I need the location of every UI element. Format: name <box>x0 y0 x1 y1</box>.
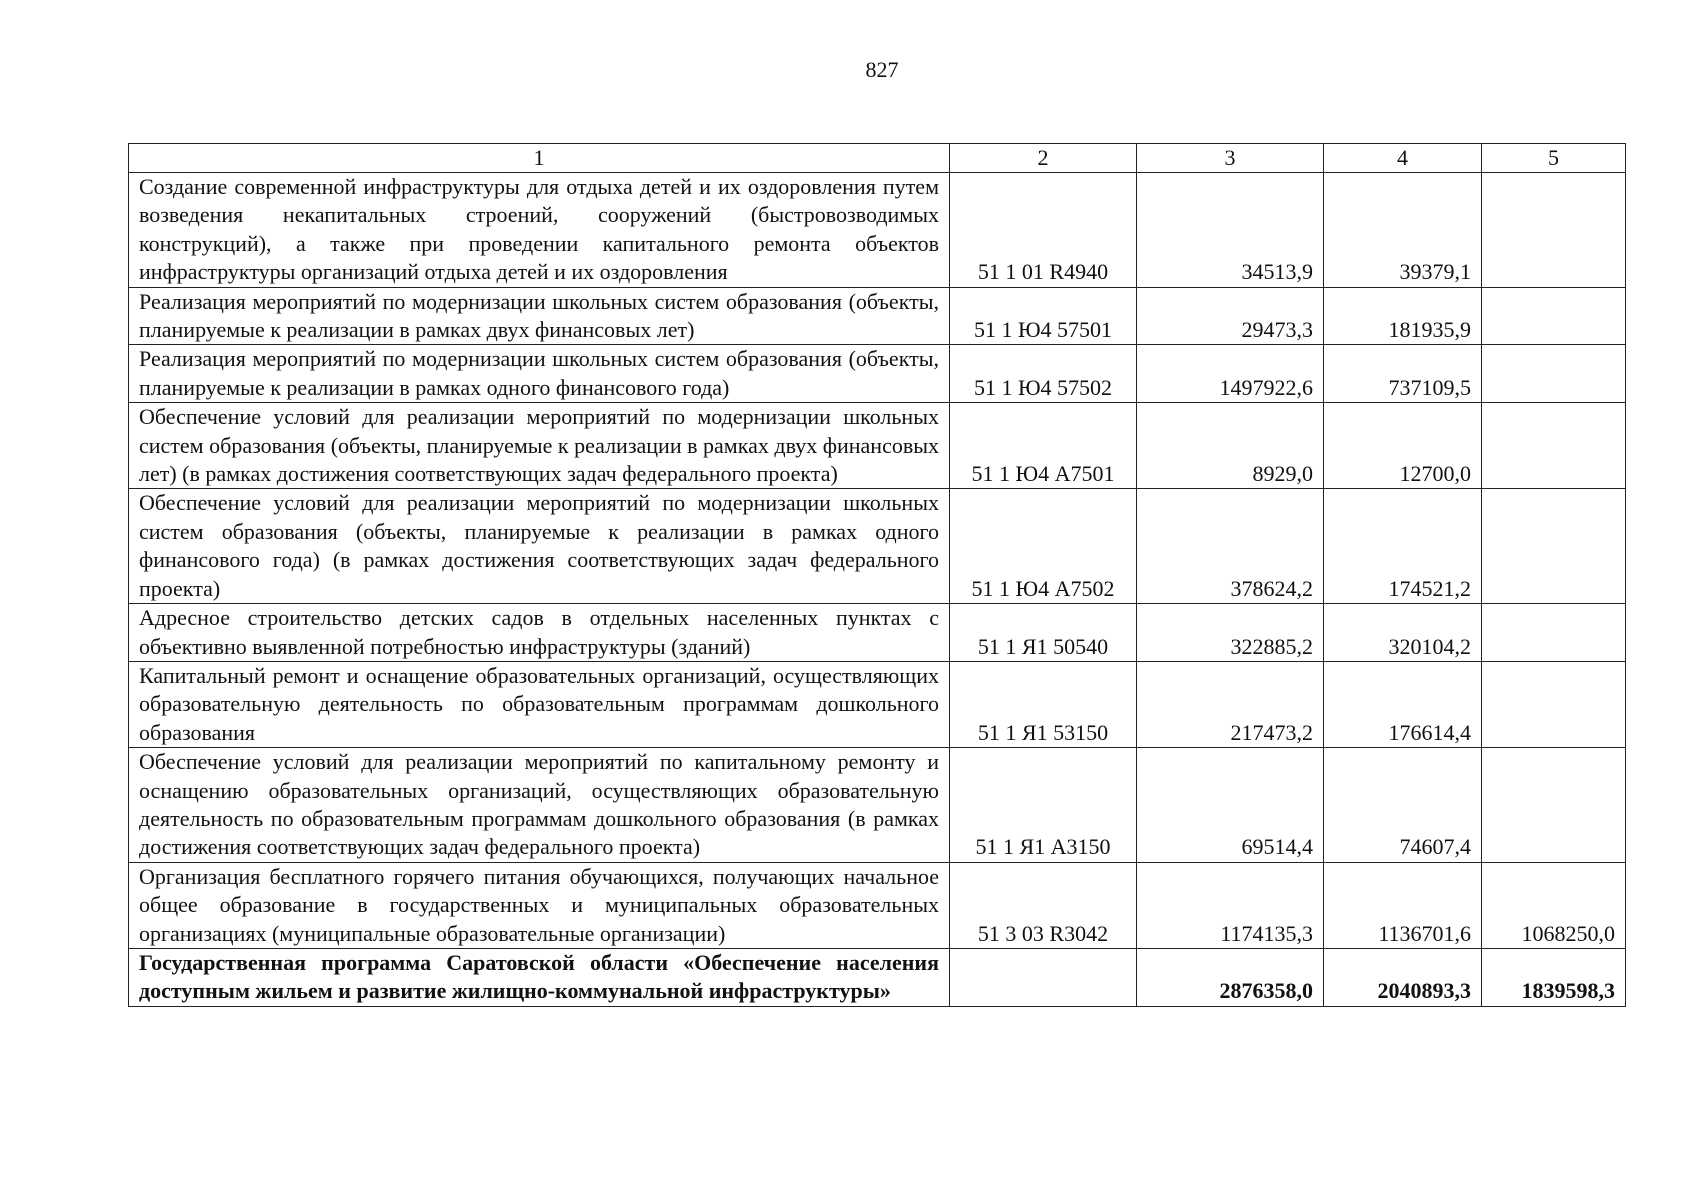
row-value-col4: 174521,2 <box>1324 489 1482 604</box>
table-row <box>129 173 1626 288</box>
total-value-col4: 2040893,3 <box>1324 948 1482 1006</box>
row-code: 51 1 Я1 50540 <box>950 604 1137 662</box>
row-value-col4: 181935,9 <box>1324 287 1482 345</box>
row-value-col4: 74607,4 <box>1324 748 1482 863</box>
total-code <box>950 948 1137 1006</box>
row-description: Реализация мероприятий по модернизации школьных систем образования (объекты, планируемые к реализации в рамках одного финансового года) <box>129 345 950 403</box>
table-row <box>129 403 1626 489</box>
row-value-col4: 1136701,6 <box>1324 862 1482 948</box>
row-code: 51 1 Ю4 А7501 <box>950 403 1137 489</box>
row-description: Обеспечение условий для реализации мероприятий по модернизации школьных систем образования (объекты, планируемые к реализации в рамках двух финансовых лет) (в рамках достижения соответствующих задач федерального проекта) <box>129 403 950 489</box>
table-row <box>129 287 1626 345</box>
column-header-4: 4 <box>1324 144 1482 173</box>
row-value-col5 <box>1482 489 1626 604</box>
table-row <box>129 489 1626 604</box>
row-description: Адресное строительство детских садов в отдельных населенных пунктах с объективно выявленной потребностью инфраструктуры (зданий) <box>129 604 950 662</box>
row-value-col3: 1497922,6 <box>1137 345 1324 403</box>
row-value-col5 <box>1482 173 1626 288</box>
column-header-2: 2 <box>950 144 1137 173</box>
row-value-col4: 176614,4 <box>1324 661 1482 747</box>
row-value-col5 <box>1482 661 1626 747</box>
row-value-col5 <box>1482 345 1626 403</box>
total-value-col5: 1839598,3 <box>1482 948 1626 1006</box>
row-value-col4: 320104,2 <box>1324 604 1482 662</box>
table-row <box>129 661 1626 747</box>
row-value-col3: 8929,0 <box>1137 403 1324 489</box>
row-value-col3: 69514,4 <box>1137 748 1324 863</box>
row-value-col3: 1174135,3 <box>1137 862 1324 948</box>
row-value-col5 <box>1482 748 1626 863</box>
table-row <box>129 862 1626 948</box>
total-value-col3: 2876358,0 <box>1137 948 1324 1006</box>
row-value-col5 <box>1482 604 1626 662</box>
row-code: 51 1 Ю4 57502 <box>950 345 1137 403</box>
row-value-col4: 12700,0 <box>1324 403 1482 489</box>
row-code: 51 1 Я1 А3150 <box>950 748 1137 863</box>
row-code: 51 3 03 R3042 <box>950 862 1137 948</box>
row-value-col4: 737109,5 <box>1324 345 1482 403</box>
column-header-1: 1 <box>129 144 950 173</box>
row-code: 51 1 Я1 53150 <box>950 661 1137 747</box>
row-code: 51 1 01 R4940 <box>950 173 1137 288</box>
row-value-col5 <box>1482 287 1626 345</box>
budget-table <box>128 143 1626 1007</box>
row-value-col4: 39379,1 <box>1324 173 1482 288</box>
row-code: 51 1 Ю4 А7502 <box>950 489 1137 604</box>
table-header-row <box>129 144 1626 173</box>
table-row <box>129 748 1626 863</box>
row-value-col3: 322885,2 <box>1137 604 1324 662</box>
row-description: Организация бесплатного горячего питания обучающихся, получающих начальное общее образование в государственных и муниципальных образовательных организациях (муниципальные образовательные организации) <box>129 862 950 948</box>
table-row <box>129 345 1626 403</box>
row-value-col3: 378624,2 <box>1137 489 1324 604</box>
column-header-3: 3 <box>1137 144 1324 173</box>
row-value-col5 <box>1482 403 1626 489</box>
row-value-col3: 34513,9 <box>1137 173 1324 288</box>
table-total-row <box>129 948 1626 1006</box>
row-value-col3: 217473,2 <box>1137 661 1324 747</box>
row-description: Обеспечение условий для реализации мероприятий по модернизации школьных систем образования (объекты, планируемые к реализации в рамках одного финансового года) (в рамках достижения соответствующих задач федерального проекта) <box>129 489 950 604</box>
row-description: Создание современной инфраструктуры для отдыха детей и их оздоровления путем возведения некапитальных строений, сооружений (быстровозводимых конструкций), а также при проведении капитального ремонта объектов инфраструктуры организаций отдыха детей и их оздоровления <box>129 173 950 288</box>
page-number: 827 <box>865 57 899 82</box>
row-code: 51 1 Ю4 57501 <box>950 287 1137 345</box>
row-description: Реализация мероприятий по модернизации школьных систем образования (объекты, планируемые к реализации в рамках двух финансовых лет) <box>129 287 950 345</box>
table-row <box>129 604 1626 662</box>
row-description: Капитальный ремонт и оснащение образовательных организаций, осуществляющих образовательную деятельность по образовательным программам дошкольного образования <box>129 661 950 747</box>
column-header-5: 5 <box>1482 144 1626 173</box>
row-value-col3: 29473,3 <box>1137 287 1324 345</box>
total-description: Государственная программа Саратовской области «Обеспечение населения доступным жильем и развитие жилищно-коммунальной инфраструктуры» <box>129 948 950 1006</box>
row-value-col5: 1068250,0 <box>1482 862 1626 948</box>
row-description: Обеспечение условий для реализации мероприятий по капитальному ремонту и оснащению образовательных организаций, осуществляющих образовательную деятельность по образовательным программам дошкольного образования (в рамках достижения соответствующих задач федерального проекта) <box>129 748 950 863</box>
